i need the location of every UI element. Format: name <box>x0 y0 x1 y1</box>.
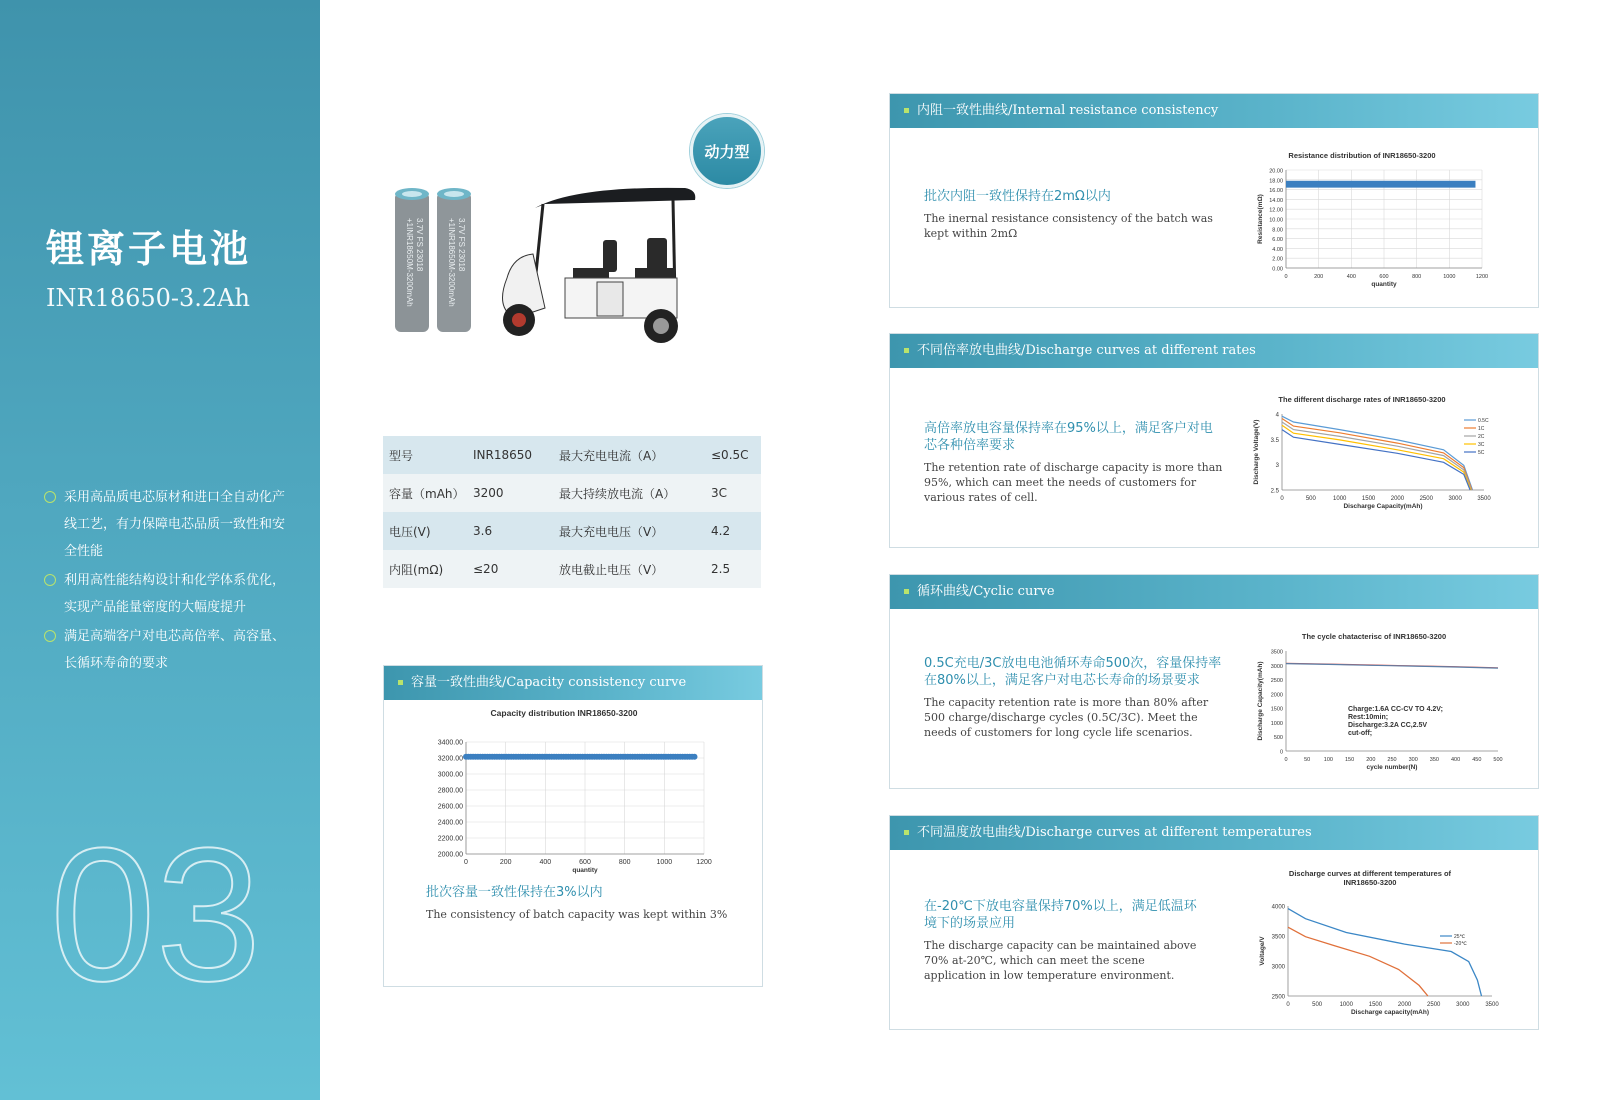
temperature-chart <box>1250 868 1500 1026</box>
chart-annotation: Discharge:3.2A CC,2.5V <box>1348 722 1428 729</box>
square-bullet-icon <box>904 830 909 835</box>
page-number <box>50 830 290 1000</box>
chart-title: Resistance distribution of INR18650-3200 <box>1288 151 1436 160</box>
resistance-description: 批次内阻一致性保持在2mΩ以内 The inernal resistance consistency of the batch was kept within 2mΩ <box>924 189 1213 240</box>
legend-label: 5C <box>1478 450 1485 456</box>
y-tick-label: 3000 <box>1270 663 1283 670</box>
sidebar <box>0 0 320 1100</box>
x-tick-label: 200 <box>1314 274 1324 280</box>
x-tick-label: 0 <box>1286 1002 1290 1008</box>
spec-table <box>383 436 761 588</box>
x-tick-label: 2500 <box>1427 1002 1441 1008</box>
x-tick-label: 800 <box>1412 274 1422 280</box>
chart-annotation: Charge:1.6A CC-CV TO 4.2V; <box>1348 706 1443 713</box>
y-tick-label: 1000 <box>1270 720 1283 727</box>
y-tick-label: 12.00 <box>1269 207 1283 214</box>
x-tick-label: 400 <box>1346 274 1356 280</box>
y-tick-label: 2.5 <box>1270 488 1279 495</box>
x-tick-label: 3000 <box>1456 1002 1470 1008</box>
series-line <box>1288 927 1428 996</box>
y-tick-label: 500 <box>1273 735 1283 742</box>
y-tick-label: 1500 <box>1270 706 1283 713</box>
cycle-chart <box>1250 631 1508 781</box>
y-tick-label: 2800.00 <box>437 787 463 795</box>
svg-text:3.7V FS 23018: 3.7V FS 23018 <box>415 218 424 272</box>
y-tick-label: 3.5 <box>1270 437 1279 444</box>
x-tick-label: 3000 <box>1448 496 1462 502</box>
svg-text:+1INR18650M-3200mAh: +1INR18650M-3200mAh <box>447 218 456 307</box>
feature-list <box>44 484 294 679</box>
y-tick-label: 2000 <box>1270 692 1283 699</box>
card-header: 内阻一致性曲线/Internal resistance consistency <box>890 94 1538 128</box>
table-row: 内阻(mΩ) ≤20 放电截止电压（V） 2.5 <box>383 550 761 588</box>
legend-label: 2C <box>1478 434 1485 440</box>
y-tick-label: 0.00 <box>1272 266 1283 273</box>
x-tick-label: 2000 <box>1390 496 1405 502</box>
legend-label: -20℃ <box>1454 941 1467 947</box>
card-header: 容量一致性曲线/Capacity consistency curve <box>384 666 762 700</box>
x-tick-label: 450 <box>1472 757 1482 763</box>
cycle-description: 0.5C充电/3C放电电池循环寿命500次，容量保持率在80%以上，满足客户对电芯长寿命的场景要求 The capacity retention rate is more than 80% after 500 charge/discharge cycles (0.5C/3C). Meet the needs of customers for long cycle life scenarios. <box>924 656 1222 739</box>
x-tick-label: 2500 <box>1419 496 1433 502</box>
x-tick-label: 0 <box>1284 274 1288 280</box>
y-tick-label: 3500 <box>1271 934 1285 941</box>
x-tick-label: 250 <box>1387 757 1397 763</box>
table-row: 型号 INR18650 最大充电电流（A） ≤0.5C <box>383 436 761 474</box>
square-bullet-icon <box>398 680 403 685</box>
rate-chart <box>1252 392 1502 542</box>
y-tick-label: 2500 <box>1270 678 1283 685</box>
cycle-card <box>889 574 1539 789</box>
x-tick-label: 1000 <box>1339 1002 1353 1008</box>
y-axis-label: Discharge Voltage(V) <box>1253 419 1260 485</box>
rate-card <box>889 333 1539 548</box>
y-tick-label: 2000.00 <box>437 851 463 859</box>
y-tick-label: 18.00 <box>1269 178 1283 185</box>
x-tick-label: 200 <box>1366 757 1376 763</box>
x-tick-label: 150 <box>1345 757 1355 763</box>
y-tick-label: 10.00 <box>1269 217 1283 224</box>
legend-label: 3C <box>1478 442 1485 448</box>
legend-label: 0.5C <box>1478 418 1489 424</box>
card-header: 不同倍率放电曲线/Discharge curves at different rates <box>890 334 1538 368</box>
y-axis-label: Voltage/V <box>1259 936 1266 966</box>
y-tick-label: 3000 <box>1271 964 1285 971</box>
x-tick-label: 350 <box>1429 757 1439 763</box>
x-tick-label: 1000 <box>1443 274 1456 280</box>
y-axis-label: Resistance(mΩ) <box>1257 194 1264 244</box>
x-tick-label: 1000 <box>656 859 673 866</box>
x-tick-label: 800 <box>618 859 631 866</box>
square-bullet-icon <box>904 589 909 594</box>
x-tick-label: 100 <box>1323 757 1333 763</box>
y-tick-label: 6.00 <box>1272 237 1283 244</box>
data-band <box>1286 181 1475 188</box>
y-tick-label: 2.00 <box>1272 256 1283 263</box>
square-bullet-icon <box>904 108 909 113</box>
svg-text:03: 03 <box>50 830 262 1000</box>
y-tick-label: 20.00 <box>1269 168 1283 175</box>
feature-item: 满足高端客户对电芯高倍率、高容量、长循环寿命的要求 <box>44 623 294 677</box>
x-axis-label: cycle number(N) <box>1366 764 1418 771</box>
square-bullet-icon <box>904 348 909 353</box>
feature-item: 采用高品质电芯原材和进口全自动化产线工艺，有力保障电芯品质一致性和安全性能 <box>44 484 294 565</box>
x-tick-label: 0 <box>1280 496 1284 502</box>
x-tick-label: 2000 <box>1397 1002 1412 1008</box>
chart-annotation: cut-off; <box>1348 730 1373 737</box>
y-tick-label: 2200.00 <box>437 835 463 843</box>
table-row: 电压(V) 3.6 最大充电电压（V） 4.2 <box>383 512 761 550</box>
data-point <box>692 754 698 760</box>
x-tick-label: 3500 <box>1485 1002 1499 1008</box>
x-tick-label: 1200 <box>1475 274 1489 280</box>
card-header: 循环曲线/Cyclic curve <box>890 575 1538 609</box>
y-tick-label: 3500 <box>1270 649 1283 656</box>
bullet-circle-icon <box>44 630 56 642</box>
series-line <box>1282 425 1471 490</box>
electric-tricycle-image <box>503 188 696 343</box>
feature-item: 利用高性能结构设计和化学体系优化，实现产品能量密度的大幅度提升 <box>44 567 294 621</box>
y-tick-label: 3000.00 <box>437 771 463 779</box>
series-line <box>1286 664 1498 669</box>
y-axis-label: Discharge Capacity(mAh) <box>1257 661 1264 741</box>
product-model: INR18650-3.2Ah <box>46 284 250 312</box>
x-tick-label: 0 <box>464 859 468 866</box>
x-tick-label: 400 <box>539 859 552 866</box>
x-tick-label: 50 <box>1304 757 1311 763</box>
resistance-card <box>889 93 1539 308</box>
legend-label: 1C <box>1478 426 1485 432</box>
x-tick-label: 300 <box>1408 757 1418 763</box>
capacity-chart <box>404 708 744 878</box>
y-tick-label: 4.00 <box>1272 246 1283 253</box>
x-tick-label: 1000 <box>1333 496 1347 502</box>
bullet-circle-icon <box>44 491 56 503</box>
y-tick-label: 2400.00 <box>437 819 463 827</box>
x-tick-label: 500 <box>1305 496 1316 502</box>
x-axis-label: quantity <box>572 867 598 874</box>
x-tick-label: 500 <box>1493 757 1503 763</box>
legend-label: 25℃ <box>1454 934 1466 940</box>
y-tick-label: 0 <box>1279 749 1283 756</box>
series-line <box>1282 430 1470 490</box>
capacity-card <box>383 665 763 987</box>
battery-cells-image <box>395 188 471 332</box>
y-tick-label: 8.00 <box>1272 227 1283 234</box>
y-tick-label: 4 <box>1275 412 1279 419</box>
chart-annotation: Rest:10min; <box>1348 714 1389 721</box>
product-image <box>385 178 715 358</box>
chart-title: Discharge curves at different temperatures of <box>1288 869 1452 878</box>
x-tick-label: 1500 <box>1361 496 1376 502</box>
y-tick-label: 3200.00 <box>437 755 463 763</box>
x-axis-label: Discharge capacity(mAh) <box>1350 1009 1430 1016</box>
y-tick-label: 2500 <box>1271 994 1285 1001</box>
y-tick-label: 2600.00 <box>437 803 463 811</box>
x-tick-label: 600 <box>579 859 591 866</box>
y-tick-label: 4000 <box>1271 904 1285 911</box>
chart-title: The different discharge rates of INR18650-3200 <box>1278 395 1446 404</box>
temperature-card <box>889 815 1539 1030</box>
svg-text:3.7V FS 23018: 3.7V FS 23018 <box>457 218 466 272</box>
capacity-description: 批次容量一致性保持在3%以内 The consistency of batch capacity was kept within 3% <box>426 885 728 921</box>
x-axis-label: Discharge Capacity(mAh) <box>1343 503 1423 510</box>
svg-text:+1INR18650M-3200mAh: +1INR18650M-3200mAh <box>405 218 414 307</box>
series-line <box>1282 419 1472 491</box>
power-type-badge: 动力型 <box>690 114 764 188</box>
x-tick-label: 200 <box>499 859 512 866</box>
y-tick-label: 3400.00 <box>437 739 463 747</box>
y-tick-label: 14.00 <box>1269 197 1283 204</box>
x-tick-label: 500 <box>1312 1002 1323 1008</box>
chart-title: The cycle chatacterisc of INR18650-3200 <box>1301 632 1447 641</box>
x-tick-label: 600 <box>1379 274 1389 280</box>
series-line <box>1282 422 1471 490</box>
temperature-description: 在-20℃下放电容量保持70%以上，满足低温环境下的场景应用 The discharge capacity can be maintained above 70% at-20℃, which can meet the scene application in low temperature environment. <box>924 899 1197 982</box>
y-tick-label: 3 <box>1275 463 1279 470</box>
x-tick-label: 1200 <box>696 859 712 866</box>
product-title: 锂离子电池 <box>46 227 252 271</box>
table-row: 容量（mAh） 3200 最大持续放电流（A） 3C <box>383 474 761 512</box>
x-axis-label: quantity <box>1371 281 1397 288</box>
rate-description: 高倍率放电容量保持率在95%以上，满足客户对电芯各种倍率要求 The retention rate of discharge capacity is more than 95%, which can meet the needs of customers for various rates of cell. <box>924 421 1223 504</box>
x-tick-label: 400 <box>1451 757 1461 763</box>
x-tick-label: 1500 <box>1368 1002 1383 1008</box>
card-header: 不同温度放电曲线/Discharge curves at different temperatures <box>890 816 1538 850</box>
y-tick-label: 16.00 <box>1269 188 1283 195</box>
chart-title: INR18650-3200 <box>1343 878 1397 887</box>
bullet-circle-icon <box>44 574 56 586</box>
x-tick-label: 0 <box>1284 757 1288 763</box>
series-line <box>1288 909 1482 996</box>
x-tick-label: 3500 <box>1477 496 1491 502</box>
chart-title: Capacity distribution INR18650-3200 <box>490 708 638 718</box>
resistance-chart <box>1252 150 1492 298</box>
